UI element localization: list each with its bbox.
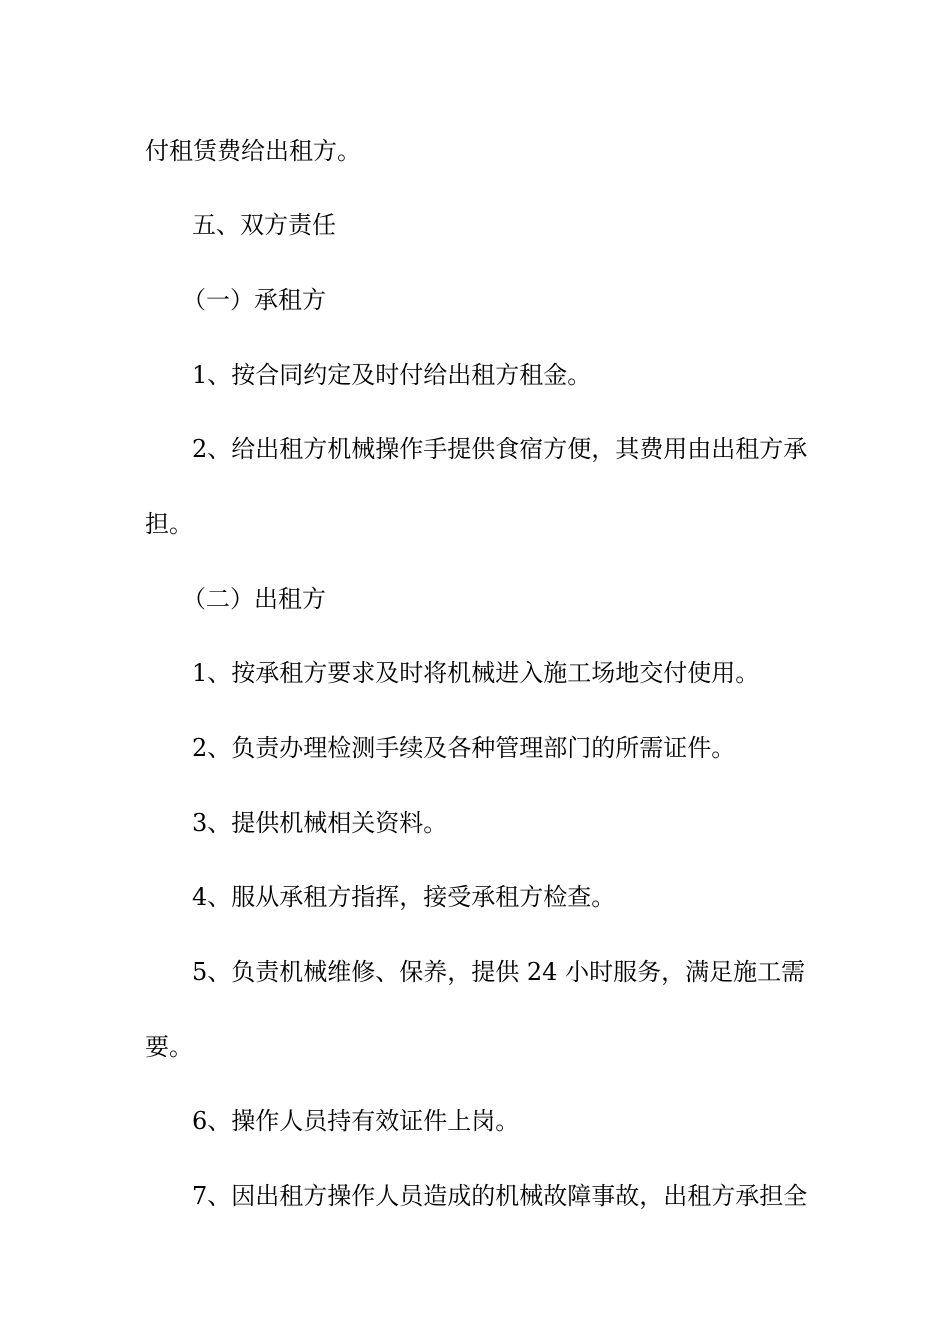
lessor-item-4: 4、服从承租方指挥，接受承租方检查。 <box>192 883 616 911</box>
paragraph-continuation: 付租赁费给出租方。 <box>145 137 361 165</box>
section-heading: 五、双方责任 <box>192 211 336 239</box>
subsection-heading-lessor: （二）出租方 <box>182 585 326 613</box>
lessor-item-5-continuation: 要。 <box>145 1033 193 1061</box>
lessee-item-2-continuation: 担。 <box>145 510 193 538</box>
lessor-item-3: 3、提供机械相关资料。 <box>192 809 448 837</box>
lessor-item-7: 7、因出租方操作人员造成的机械故障事故，出租方承担全 <box>192 1182 808 1210</box>
lessor-item-5: 5、负责机械维修、保养，提供 24 小时服务，满足施工需 <box>192 958 806 986</box>
lessee-item-1: 1、按合同约定及时付给出租方租金。 <box>192 361 592 389</box>
lessor-item-2: 2、负责办理检测手续及各种管理部门的所需证件。 <box>192 734 736 762</box>
lessee-item-2: 2、给出租方机械操作手提供食宿方便，其费用由出租方承 <box>192 435 808 463</box>
lessor-item-1: 1、按承租方要求及时将机械进入施工场地交付使用。 <box>192 659 760 687</box>
subsection-heading-lessee: （一）承租方 <box>182 286 326 314</box>
lessor-item-6: 6、操作人员持有效证件上岗。 <box>192 1107 520 1135</box>
